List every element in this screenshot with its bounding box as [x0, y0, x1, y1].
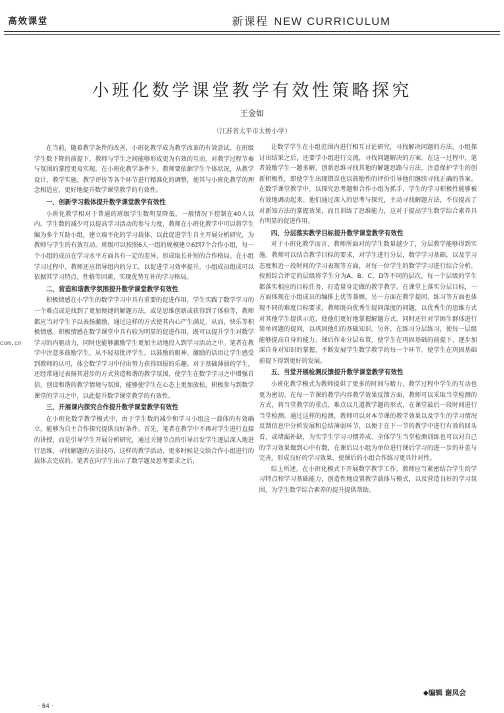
column-brand: 高效课堂 [8, 17, 49, 27]
body-paragraph: 让数学学生在小组范围内进行相互讨论研究，寻找解决问题的方法。小组探讨出结果之后，还要学小组进行交流，寻找问题解决的方案。在这一过程中，笔者鼓励学生一题多解，创新思维寻找其他的解题思路与方法，注意保护学生的创新积极性，即使学生出现错误也以鼓励性的评价引导他们继续寻找正确的答案。在数学课堂教学中，以探究思考题和合作小组为抓手，学生的学习积极性能够被有效地调动起来。他们通过深入的思考与探究，主动寻找解题方法，不仅提高了对新知方法的掌握效果，而且训练了思维能力，这对于提高学生数学综合素养具有明显的促进作用。 [259, 144, 477, 226]
author-affiliation: （江苏省太平市太桥小学） [213, 127, 291, 135]
side-watermark: com.cn [0, 340, 22, 347]
article-title: 小班化数学课堂教学有效性策略探究 [92, 81, 412, 101]
body-paragraph: 在当前，随着教学条件的改善，小班化教学成为教学改革的有效尝试。在班级学生数下降的前提下，教师与学生之间能够形成更为有效的互动，对教学过程节奏与氛围的掌控更易实现。在小班化教学条件下，教师要依据学生个体状况，从教学设计、教学实施、教学评价等各个环节进行精准化的调整，使其与小班化教学的理念相适应，更好地提升数学课堂教学的有效性。 [34, 145, 254, 195]
section-heading: 五、当堂开展检测反馈提升数学课堂教学有效性 [271, 369, 404, 377]
section-heading: 二、营造和谐教学氛围提升数学课堂教学有效性 [46, 285, 179, 293]
article-author: 王金如 [240, 109, 264, 118]
section-heading: 四、分层落实教学目标提升数学课堂教学有效性 [271, 229, 404, 237]
journal-name [232, 13, 391, 29]
header-rule [4, 31, 500, 32]
journal-name-cn: 新课程 [232, 15, 268, 28]
right-text-column [259, 143, 477, 497]
header-rule-thin [4, 34, 500, 35]
body-paragraph: 在小班化数学教学模式中，由于学生数的减少和学习小组这一载体的有效确立，能够为自主合作探究提供良好条件。首先，笔者在教学中不再对学生进行直接的讲授，而是引导学生开展分析研究，通过关键节点的引导启发学生逐层深入地进行思维，寻找解题的方法技巧，这样的教学活动，更多时候是交给合作小组进行的载体去完成的。笔者在向学生出示了数学题及思考要求之后， [34, 415, 254, 466]
body-paragraph: 小班化教学相对于普通的班级学生数明显降低，一般情况下控制在40人以内。学生数的减少可以提高学习活动的参与力度，教师在小班化教学中可以将学生编为多个互助小组，建立扁平化的学习载体，以此促进学生自主开展分析研究，为教师与学生的有效互动。班级可以按照6人一组的规模建立6到7个合作小组，每一个小组的成员在学习水平方面具有一定的差异，形成取长补短的合作格局。在小组学习过程中，教师还应指导组内的分工，以促进学习效率提升，小组成员组成可以依据其学习特点、性格等因素，实现优势互补的学习格局。 [34, 210, 254, 282]
journal-name-en: NEW CURRICULUM [274, 16, 391, 28]
body-paragraph: 综上所述，在小班化模式下开展数学教学工作，教师应当紧密结合学生的学习特点和学习基础能力，创造性地设置教学载体与模式，以及营造良好的学习氛围，为学生数学综合素养的提升提供帮助。 [259, 465, 477, 494]
body-paragraph: 积极情感在小学生的数学学习中具有重要的促进作用，学生实践了数学学习的一个难点或是找到了更加便捷的解题方法，或是思维创新或获得到了体验等，教师都应当对学生予以表扬激励，通过这样的方式使其内心产生满足，从而，快乐等积极情感。积极情感在数学课堂中具有较为明显的促进作用，既可以提升学生对数学学习的内驱动力，同时也能够激励学生更加主动地投入到学习活动之中。笔者在教学中注意多鼓励学生，从不轻易批评学生，以鼓励的眼神、激励的话语让学生感受到教师的认可，体会数学学习中付出努力获得回报的乐趣。对于基础薄弱的学生，还经常通过表扬其进步的方式营造和谐的教学氛围，使学生在数学学习之中增强自信，创设和谐的教学情境与氛围，能够使学生在心态上更加放松，积极参与到数学课堂的学习之中，以此提升数学课堂教学的有效性。 [34, 297, 254, 400]
section-heading: 三、开展课内探究合作提升数学课堂教学有效性 [46, 404, 179, 412]
left-text-column [34, 144, 254, 468]
section-heading: 一、创新学习载体提升数学课堂教学有效性 [46, 198, 166, 206]
editor-credit: ◆编辑 谢凤会 [423, 689, 466, 697]
page-header [0, 0, 504, 34]
body-paragraph: 对于小班化教学而言，教师所面对的学生数量越少了，分层教学能够得到实施。教师可以结合教学目标的要求，对学生进行分层，数学学习基础，以及学习态度和近一段时间的学习表现等方面，对每一位学生的数学学习进行综合分析，按照综合评定的层级将学生分为A、B、C、D等不同的层次，每一个层级的学生都落实相应的目标任务，打造量身定做的教学教学。在课堂上落实分层目标，一方面体现在小组成员的编排上优等兼顾，另一方面在教学提问、练习等方面也体现不同的难度目标要求，教师既向优秀生提问深度的问题，以优秀生的思维方式对其他学生提供示范，使他们更好地掌握解题方式，同时还针对学困生群体进行简单问题的提问，以巩固他们的基础知识。另外，在练习分层练习，使每一层级能够提高自身的能力。课后作业分层布置，使学生在巩固基础的前提下，逐步加深自身对知识的掌握，不断发展学生数学教学的每一个环节，使学生在巩固基础前提下得到更好的发展。 [259, 241, 477, 365]
page-number: · 84 · [38, 703, 54, 710]
body-paragraph: 小班化教学模式为教师提供了更多的时间与精力，教学过程中学生的互动也更为密切。在每一节课的教学内容教学效果反馈方面，教师可以采取当堂检测的方式，将当堂教学的重点、难点以几道教学题的形式，在课堂最后一段时间进行当堂检测。通过这样的检测，教师可以对本节课的教学效果以及学生的学习情况反馈信息中分析发展和总结薄弱环节，以便于在下一节的教学中进行有效的回头看，或堵漏补缺，为实学生学习习惯养成、全体学生当堂检测训练也可以对自己的学习效果做到心中有数，在课后以小组为单位进行课后学习的进一步的补差与完善，形成良好的学习效果，使课后的小组合作练习更具针对性。 [259, 381, 477, 463]
